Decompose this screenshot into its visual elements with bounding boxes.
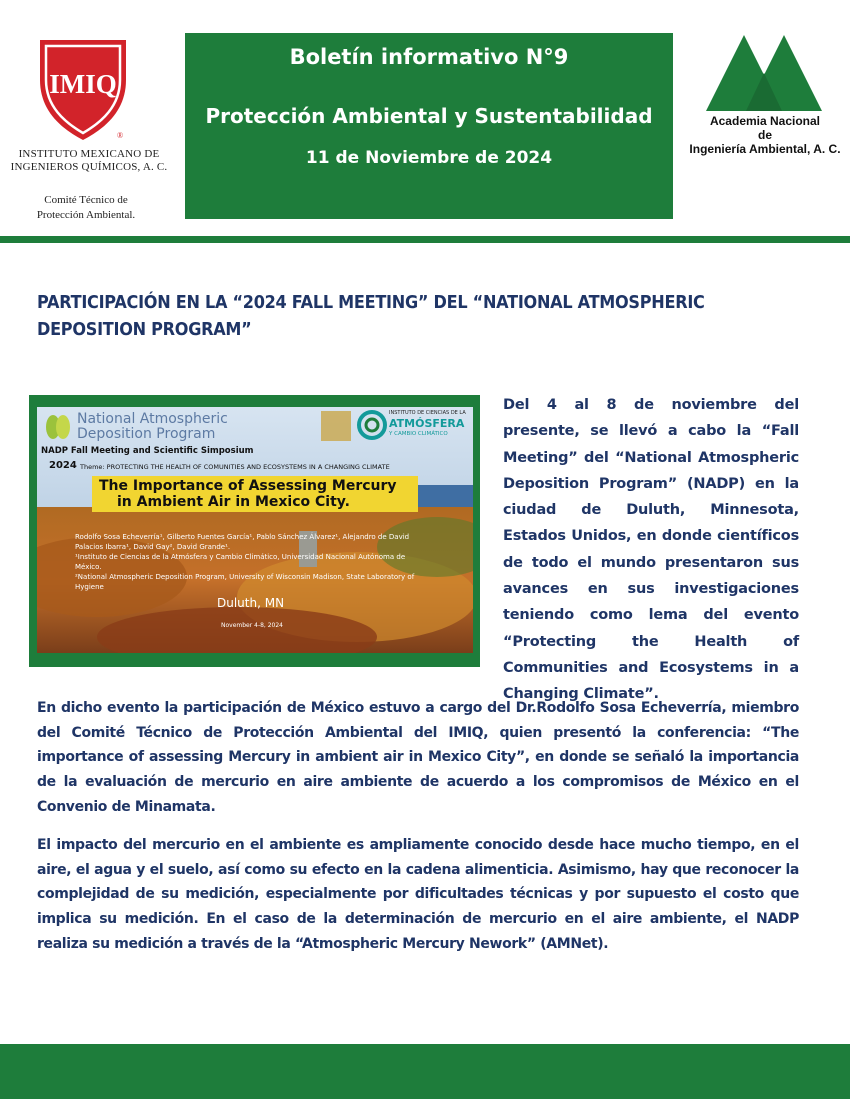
poster-date: November 4-8, 2024: [221, 622, 284, 629]
anai-name: Academia Nacional de Ingeniería Ambiental, A. C.: [689, 114, 841, 156]
poster-authors-line1: Rodolfo Sosa Echeverría¹, Gilberto Fuentes García¹, Pablo Sánchez Álvarez¹, Alejandro de David: [75, 533, 410, 541]
poster-image: [29, 395, 480, 667]
icacc-ring-icon: [357, 410, 387, 440]
poster-ica-line3: Y CAMBIO CLIMÁTICO: [389, 431, 448, 437]
imiq-logo-text: IMIQ: [49, 69, 117, 99]
intro-paragraph: Del 4 al 8 de noviembre del presente, se llevó a cabo la “Fall Meeting” del “National Atmospheric Deposition Program” (NADP) en la ciudad de Duluth, Minnesota, Estados Unidos, en donde científicos de todo el mundo presentaron sus avances en sus investigaciones teniendo como lema del evento “Protecting the Health of Communities and Ecosystems in a Changing Climate”.: [503, 397, 799, 703]
poster-org-line1: National Atmospheric: [77, 411, 228, 427]
poster-year: 2024: [49, 460, 77, 471]
imiq-logo: [36, 36, 130, 144]
header-divider: [0, 236, 850, 243]
poster-ica-line2: ATMÓSFERA: [389, 417, 465, 430]
poster-theme: Theme: PROTECTING THE HEALTH OF COMUNITIES AND ECOSYSTEMS IN A CHANGING CLIMATE: [80, 463, 390, 471]
footer-bar: [0, 1044, 850, 1099]
poster-title-line2: in Ambient Air in Mexico City.: [117, 494, 350, 510]
poster-authors-line2: Palacios Ibarra¹, David Gay², David Grande¹.: [75, 543, 231, 551]
imiq-name: INSTITUTO MEXICANO DE INGENIEROS QUÍMICOS, A. C.: [10, 148, 168, 173]
poster-affil-line1: ¹Instituto de Ciencias de la Atmósfera y Cambio Climático, Universidad Nacional Autónoma de: [75, 553, 406, 561]
anai-logo: [706, 33, 824, 111]
poster-landscape: [37, 407, 473, 653]
bulletin-title: Boletín informativo N°9: [289, 45, 569, 69]
poster-meeting: NADP Fall Meeting and Scientific Simposium: [41, 446, 254, 456]
imiq-committee: Comité Técnico de Protección Ambiental.: [36, 194, 136, 221]
bulletin-subtitle: Protección Ambiental y Sustentabilidad: [205, 104, 653, 128]
bulletin-title-box: [185, 33, 673, 219]
poster-affil-line3: ²National Atmospheric Deposition Program, University of Wisconsin Madison, State Laboratory of: [75, 573, 415, 581]
registered-mark: ®: [117, 131, 124, 140]
poster-org-line2: Deposition Program: [77, 426, 216, 442]
poster-content: [37, 407, 473, 653]
body-paragraph-1: En dicho evento la participación de México estuvo a cargo del Dr.Rodolfo Sosa Echeverría, miembro del Comité Técnico de Protección Ambiental del IMIQ, quien presentó la conferencia: “The importance of assessing Mercury in ambient air in Mexico City”, en donde se señaló la importancia de la evaluación de mercurio en aire ambiente de acuerdo a los compromisos de México en el Convenio de Minamata.: [37, 700, 799, 815]
poster-affil-line4: Hygiene: [75, 583, 104, 591]
article-heading: PARTICIPACIÓN EN LA “2024 FALL MEETING” DEL “NATIONAL ATMOSPHERIC DEPOSITION PROGRAM”: [37, 293, 705, 340]
bulletin-date: 11 de Noviembre de 2024: [305, 148, 553, 168]
poster-affil-line2: México.: [75, 563, 102, 571]
nadp-leaf-icon: [43, 411, 73, 441]
unam-seal-icon: [319, 409, 353, 443]
poster-city: Duluth, MN: [217, 596, 285, 610]
poster-title-line1: The Importance of Assessing Mercury: [99, 478, 397, 494]
poster-ica-line1: INSTITUTO DE CIENCIAS DE LA: [389, 410, 466, 416]
body-paragraph-2: El impacto del mercurio en el ambiente es ampliamente conocido desde hace mucho tiempo, en el aire, el agua y el suelo, así como su efecto en la cadena alimenticia. Asimismo, hay que reconocer la complejidad de su medición, especialmente por dificultades técnicas y por supuesto el costo que implica su medición. En el caso de la determinación de mercurio en el aire ambiente, el NADP realiza su medición a través de la “Atmospheric Mercury Nework” (AMNet).: [37, 837, 799, 952]
